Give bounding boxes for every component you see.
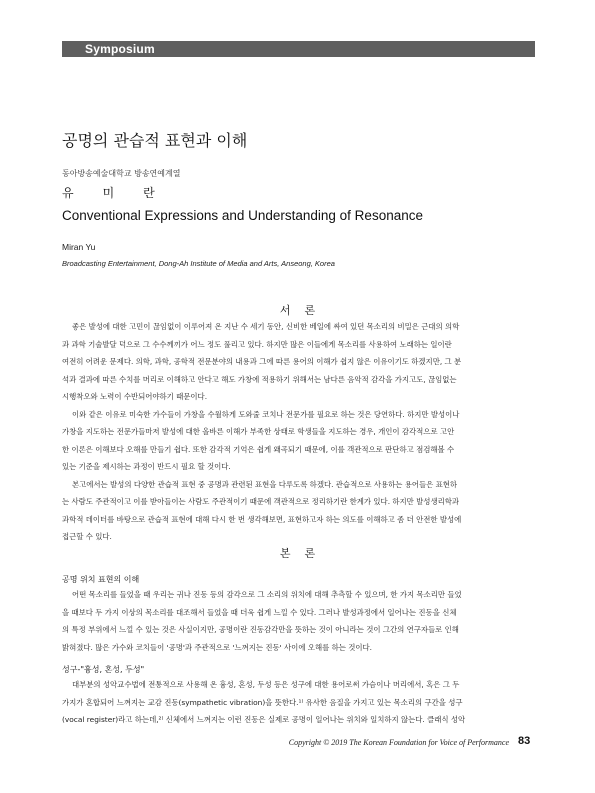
- text-line: 의 특정 부위에서 느낄 수 있는 것은 사실이지만, 공명이란 진동감각만을 뜻하는 것이 아니라는 것이 그간의 연구자들로 인해: [62, 625, 459, 634]
- text-line: 과 과학 기술발달 덕으로 그 수수께끼가 어느 정도 풀리고 있다. 하지만 많은 이들에게 목소리를 사용하여 노래하는 일이란: [62, 339, 452, 349]
- text-line: 본고에서는 발성의 다양한 관습적 표현 중 공명과 관련된 표현을 다루도록 하겠다. 관습적으로 사용하는 용어들은 표현하: [72, 479, 458, 489]
- subheading-resonance-location: 공명 위치 표현의 이해: [62, 575, 140, 584]
- body-text-2: [62, 676, 535, 729]
- body-text-1: [62, 586, 535, 656]
- title-english: Conventional Expressions and Understanding of Resonance: [62, 208, 423, 223]
- text-line: 밝혀졌다. 많은 가수와 코치들이 '공명'과 주관적으로 '느껴지는 진동' 사이에 오해를 하는 것이다.: [62, 642, 372, 652]
- title-korean: 공명의 관습적 표현과 이해: [62, 131, 248, 150]
- subheading-register: 성구-"흉성, 혼성, 두성": [62, 665, 145, 674]
- text-line: 시행착오와 노력이 수반되어야하기 때문이다.: [62, 392, 208, 401]
- author-korean: 유미란: [62, 186, 184, 200]
- text-line: 한 이론은 이해보다 오해를 만들기 쉽다. 또한 감각적 기억은 쉽게 왜곡되기 때문에, 이를 객관적으로 판단하고 점검해볼 수: [62, 444, 455, 454]
- intro-text: [62, 318, 535, 546]
- text-line: 여전히 어려운 문제다. 의학, 과학, 공학적 전문분야의 내용과 그에 따른 용어의 이해가 쉽지 않은 이유이기도 하겠지만, 그 분: [62, 357, 462, 366]
- section-label: Symposium: [85, 42, 155, 56]
- body-heading: 본론: [279, 547, 330, 560]
- text-line: 접근할 수 있다.: [62, 532, 112, 541]
- text-line: 이와 같은 이유로 미숙한 가수들이 가창을 수월하게 도와줄 코치나 전문가를 필요로 하는 것은 당연하다. 하지만 발성이나: [72, 409, 460, 419]
- affiliation-korean: 동아방송예술대학교 방송연예계열: [62, 169, 181, 178]
- text-line: 과학적 데이터를 바탕으로 관습적 표현에 대해 다시 한 번 생각해보면, 표현하고자 하는 의도를 이해하고 좀 더 안전한 발성에: [62, 514, 462, 524]
- footer-copyright: Copyright © 2019 The Korean Foundation for Voice of Performance: [288, 738, 509, 747]
- text-line: 어떤 목소리를 들었을 때 우리는 귀나 진동 등의 감각으로 그 소리의 위치에 대해 추측할 수 있으며, 한 가지 목소리만 들었: [72, 590, 462, 599]
- text-line: 가지가 혼합되어 느껴지는 교감 진동(sympathetic vibration)을 뜻한다.¹⁾ 유사한 음질을 가지고 있는 목소리의 구간을 성구: [62, 697, 463, 707]
- text-line: 석과 결과에 따른 수치를 머리로 이해하고 안다고 해도 가창에 적용하기 위해서는 남다른 음악적 감각을 가지고도, 끊임없는: [62, 374, 457, 384]
- page-number: 83: [518, 735, 531, 747]
- text-line: 좋은 발성에 대한 고민이 끊임없이 이루어져 온 지난 수 세기 동안, 신비한 베일에 싸여 있던 목소리의 비밀은 근대의 의학: [72, 322, 460, 331]
- text-line: 을 때보다 두 가지 이상의 목소리를 대조해서 들었을 때 더욱 쉽게 느낄 수 있다. 그러나 발성과정에서 일어나는 진동을 신체: [62, 607, 457, 617]
- intro-heading: 서론: [279, 304, 330, 317]
- text-line: 대부분의 성악교수법에 전통적으로 사용해 온 흉성, 혼성, 두성 등은 성구에 대한 용어로써 가슴이나 머리에서, 혹은 그 두: [72, 680, 460, 689]
- affiliation-english: Broadcasting Entertainment, Dong-Ah Institute of Media and Arts, Anseong, Korea: [62, 259, 335, 268]
- text-line: 있는 기준을 제시하는 과정이 반드시 필요 할 것이다.: [62, 462, 231, 471]
- text-line: 가창을 지도하는 전문가들마저 발성에 대한 올바른 이해가 부족한 상태로 학생들을 지도하는 경우, 개인이 감각적으로 고안: [62, 427, 455, 436]
- text-line: 는 사람도 주관적이고 이를 받아들이는 사람도 주관적이기 때문에 객관적으로 정리하기란 한계가 있다. 하지만 발성생리학과: [62, 497, 460, 506]
- text-line: (vocal register)라고 하는데,²⁾ 신체에서 느껴지는 이런 진동은 실제로 공명이 일어나는 위치와 일치하지 않는다. 클래식 성악: [62, 715, 466, 724]
- author-english: Miran Yu: [62, 242, 96, 252]
